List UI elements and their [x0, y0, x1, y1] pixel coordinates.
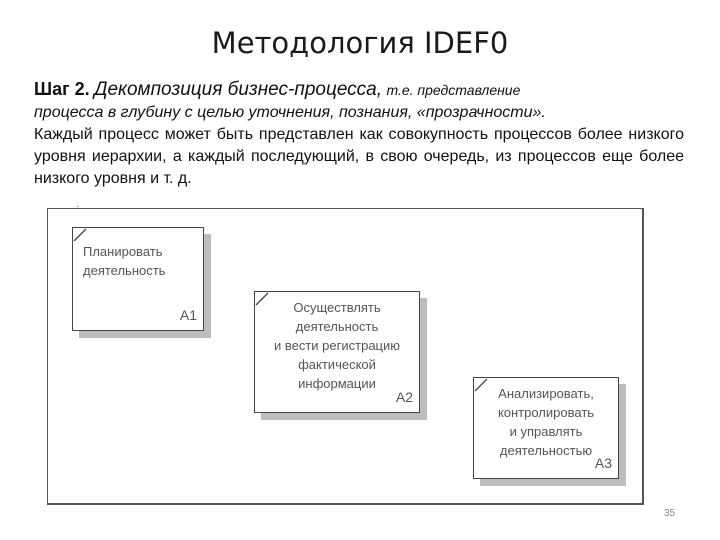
block-label [255, 298, 419, 393]
function-block-a3 [473, 377, 619, 479]
step-title: Декомпозиция бизнес-процесса, [94, 79, 383, 100]
block-label [83, 242, 203, 280]
block-label-line: контролировать [497, 405, 595, 420]
block-label-line: Осуществлять [293, 300, 381, 315]
block-label-line: деятельностью [499, 443, 593, 458]
block-label-line: и вести регистрацию [273, 338, 401, 353]
step-label: Шаг 2. [34, 79, 90, 99]
page-number: 35 [664, 508, 676, 519]
function-block-a2 [254, 291, 420, 413]
idef0-decomposition-diagram [47, 201, 644, 505]
block-code: A3 [594, 455, 612, 471]
step-heading-line [34, 78, 684, 102]
block-label-line: деятельность [83, 263, 166, 278]
block-label-line: и управлять [509, 424, 583, 439]
block-label-line: Планировать [83, 244, 163, 259]
corner-tick-icon [73, 228, 87, 242]
description-paragraph: Каждый процесс может быть представлен как совокупность процессов более низкого уровня иерархии, а каждый последующий, в свою очередь, из процессов еще более низкого уровня и т. д. [34, 126, 684, 187]
block-code: A1 [179, 307, 197, 323]
slide-title: Методология IDEF0 [211, 26, 509, 60]
step-title-continuation: т.е. представление [386, 82, 521, 98]
description-line-2: процесса в глубину с целью уточнения, познания, «прозрачности». [34, 104, 546, 121]
block-label-line: фактической [298, 357, 376, 372]
block-label-line: Анализировать, [498, 386, 594, 401]
block-label [474, 384, 618, 460]
block-label-line: информации [298, 376, 376, 391]
function-block-a1 [72, 227, 204, 331]
description-text [34, 78, 684, 190]
diagram-mark: · [76, 201, 80, 212]
block-label-line: деятельность [295, 319, 379, 334]
block-code: A2 [395, 389, 413, 405]
